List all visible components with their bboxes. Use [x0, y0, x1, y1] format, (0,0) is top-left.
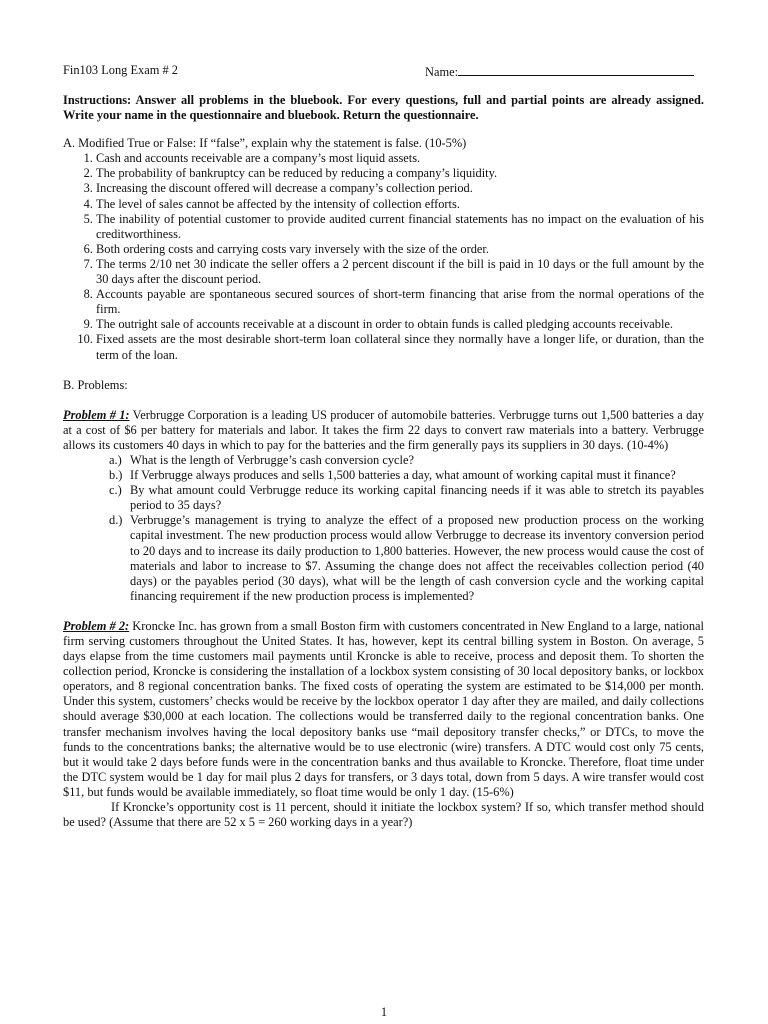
part-marker: d.) — [109, 513, 123, 528]
problem-2-label: Problem # 2: — [63, 618, 130, 633]
true-false-list — [63, 151, 704, 362]
problem-1 — [63, 408, 704, 453]
tf-item: 2. The probability of bankruptcy can be reduced by reducing a company’s liquidity. — [96, 166, 704, 181]
tf-item: 9. The outright sale of accounts receivable at a discount in order to obtain funds is called pledging accounts receivable. — [96, 317, 704, 332]
name-label: Name: — [425, 65, 459, 79]
problem-1-part — [109, 513, 704, 604]
tf-item: 7. The terms 2/10 net 30 indicate the seller offers a 2 percent discount if the bill is paid in 10 days or the full amount by the 30 days after the discount period. — [96, 257, 704, 287]
section-b-title: B. Problems: — [63, 377, 128, 392]
problem-1-parts — [63, 453, 704, 604]
part-text: What is the length of Verbrugge’s cash conversion cycle? — [130, 452, 414, 467]
problem-2 — [63, 619, 704, 800]
tf-item: 5. The inability of potential customer to provide audited current financial statements has no impact on the evaluation of his creditworthiness. — [96, 212, 704, 242]
problem-1-part — [109, 468, 704, 483]
problem-2-question: If Kroncke’s opportunity cost is 11 percent, should it initiate the lockbox system? If so, which transfer method should be used? (Assume that there are 52 x 5 = 260 working days in a year?) — [63, 800, 704, 830]
tf-item: 3. Increasing the discount offered will decrease a company’s collection period. — [96, 181, 704, 196]
problem-1-part — [109, 483, 704, 513]
exam-body — [63, 93, 704, 830]
problem-2-text: Kroncke Inc. has grown from a small Boston firm with customers concentrated in New England to a large, national firm serving customers throughout the United States. It has, however, kept its central billing system in Boston. On average, 5 days elapse from the time customers mail payments until Kroncke is able to receive, process and deposit them. To shorten the collection period, Kroncke is considering the installation of a lockbox system consisting of 30 local depository banks, or lockbox operators, and 8 regional concentration banks. The fixed costs of operating the system are estimated to be $14,000 per month. Under this system, customers’ checks would be receive by the lockbox operator 1 day after they are mailed, and daily collections should average $30,000 at each location. The collections would be transferred daily to the regional concentration banks. One transfer mechanism involves having the local depository banks use “mail depository transfer checks,” or DTCs, to move the funds to the concentrations banks; the alternative would be to use electronic (wire) transfers. A DTC would cost only 75 cents, but it would take 2 days before funds were in the concentration banks and thus available to Kroncke. Therefore, float time under the DTC system would be 1 day for mail plus 2 days for transfers, or 3 days total, down from 5 days. A wire transfer would cost $11, but funds would be available immediately, so float time would be only 1 day. (15-6%) — [63, 618, 704, 799]
page-number: 1 — [380, 1005, 388, 1019]
exam-header — [63, 63, 703, 79]
tf-item: 1. Cash and accounts receivable are a company’s most liquid assets. — [96, 151, 704, 166]
part-marker: b.) — [109, 468, 123, 483]
part-marker: c.) — [109, 483, 122, 498]
name-blank-line — [458, 63, 694, 76]
problem-1-label: Problem # 1: — [63, 407, 130, 422]
part-text: By what amount could Verbrugge reduce its working capital financing needs if it was able to stretch its payables period to 35 days? — [130, 483, 704, 513]
problem-1-text: Verbrugge Corporation is a leading US producer of automobile batteries. Verbrugge turns out 1,500 batteries a day at a cost of $6 per battery for materials and labor. It takes the firm 22 days to convert raw materials into a battery. Verbrugge allows its customers 40 days in which to pay for the batteries and the firm generally pays its suppliers in 30 days. (10-4%) — [63, 407, 704, 452]
tf-item: 4. The level of sales cannot be affected by the intensity of collection efforts. — [96, 197, 704, 212]
section-a-title: A. Modified True or False: If “false”, explain why the statement is false. (10-5%) — [63, 136, 467, 151]
tf-item: 10. Fixed assets are the most desirable short-term loan collateral since they normally have a longer life, or duration, than the term of the loan. — [96, 332, 704, 362]
problem-1-part — [109, 452, 704, 468]
tf-item: 8. Accounts payable are spontaneous secured sources of short-term financing that arise from the normal operations of the firm. — [96, 287, 704, 317]
instructions: Instructions: Answer all problems in the bluebook. For every questions, full and partial points are already assigned. Write your name in the questionnaire and bluebook. Return the questionnaire. — [63, 93, 704, 123]
part-text: Verbrugge’s management is trying to analyze the effect of a proposed new production process on the working capital investment. The new production process would allow Verbrugge to decrease its inventory conversion period to 20 days and to increase its daily production to 1,800 batteries. However, the new process would cause the cost of materials and labor to increase to $7. Assuming the change does not affect the receivables collection period (40 days) or the payables period (30 days), what will be the length of cash conversion cycle and the working capital financing requirement if the new production process is implemented? — [130, 513, 704, 603]
tf-item: 6. Both ordering costs and carrying costs vary inversely with the size of the order. — [96, 242, 704, 257]
name-field — [425, 63, 694, 80]
part-text: If Verbrugge always produces and sells 1,500 batteries a day, what amount of working capital must it finance? — [130, 468, 676, 483]
part-marker: a.) — [109, 452, 122, 467]
exam-title: Fin103 Long Exam # 2 — [63, 63, 178, 77]
